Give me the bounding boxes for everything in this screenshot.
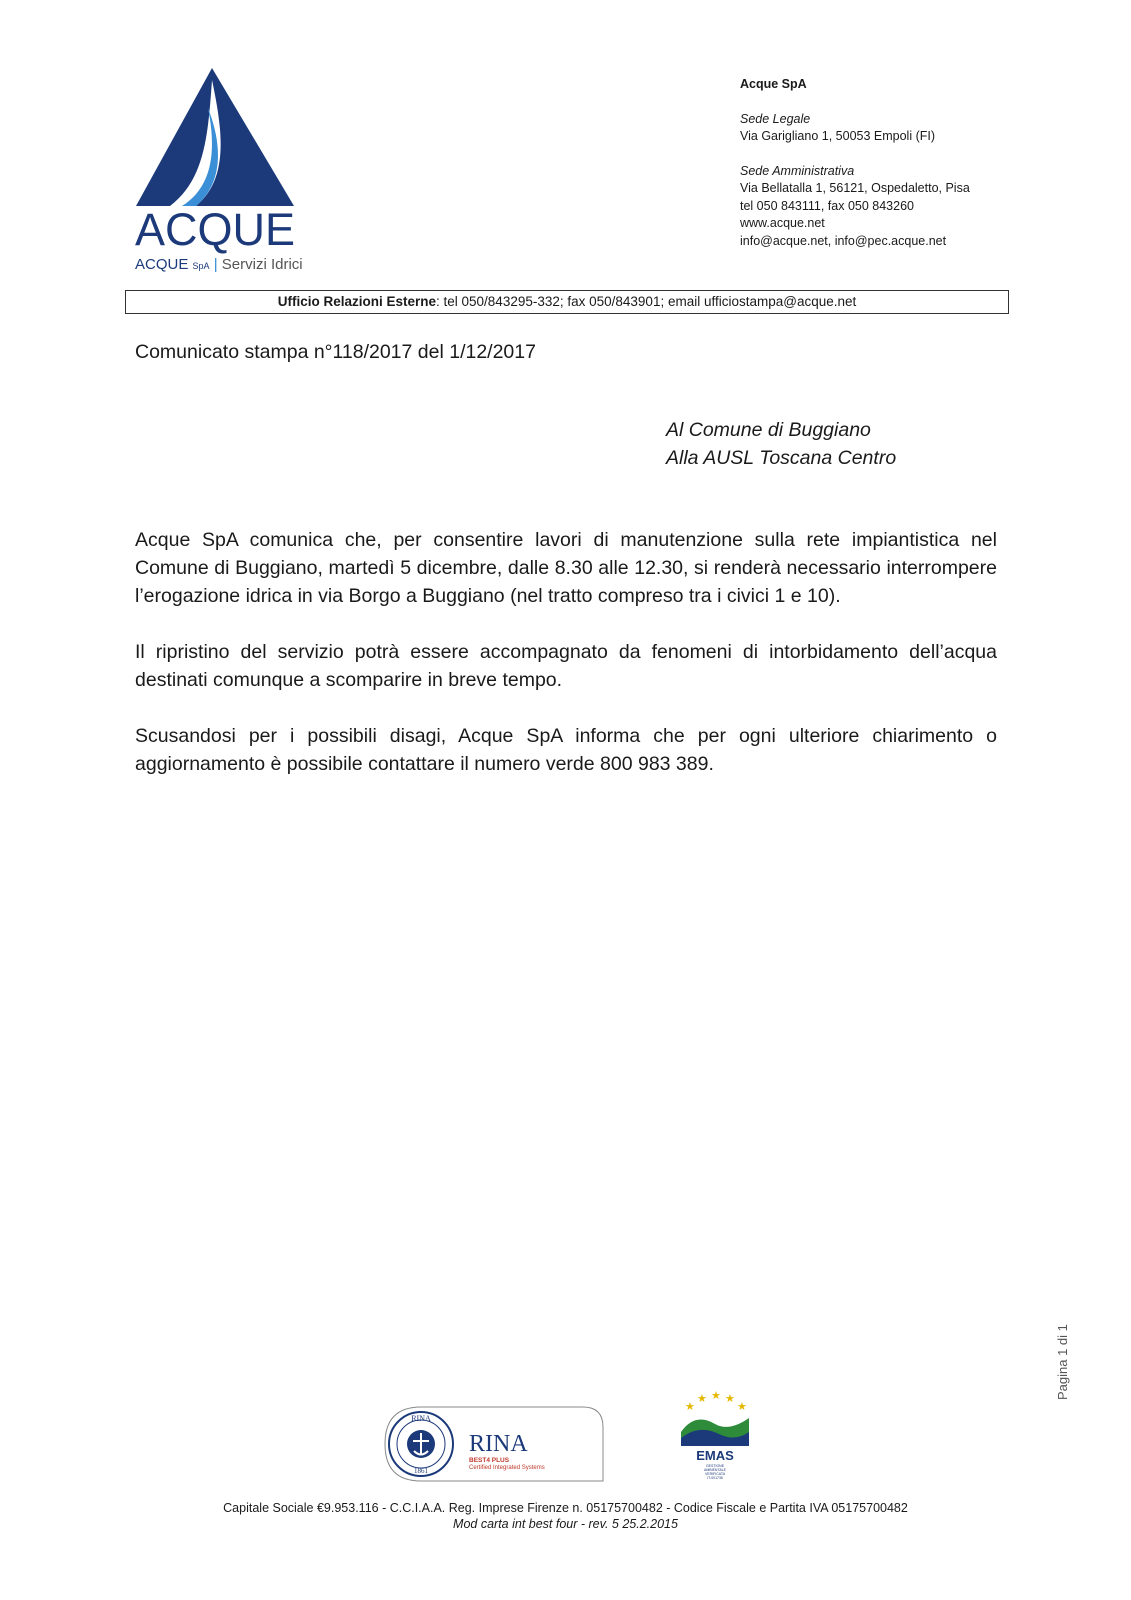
press-office-label: Ufficio Relazioni Esterne: [277, 294, 437, 309]
footer-mod: Mod carta int best four - rev. 5 25.2.2015: [453, 1517, 678, 1531]
emas-sub3: VERIFICATA: [704, 1472, 726, 1476]
logo-subtitle: [135, 256, 303, 273]
press-office-details: : tel 050/843295-332; fax 050/843901; email ufficiostampa@acque.net: [436, 294, 857, 309]
rina-seal-text: RINA: [411, 1414, 431, 1423]
admin-address: Via Bellatalla 1, 56121, Ospedaletto, Pisa: [740, 181, 970, 195]
email-links[interactable]: info@acque.net, info@pec.acque.net: [740, 233, 947, 248]
body-text: [135, 526, 997, 806]
logo-sub-bar: |: [213, 256, 218, 273]
legal-address: Via Garigliano 1, 50053 Empoli (FI): [740, 129, 936, 143]
logo-sub-spa: SpA: [192, 261, 210, 271]
svg-text:★: ★: [711, 1390, 721, 1402]
rina-sub1: BEST4 PLUS: [469, 1457, 510, 1464]
page-number: Pagina 1 di 1: [1055, 1324, 1070, 1400]
footer: [0, 1500, 1131, 1532]
admin-label: Sede Amministrativa: [740, 163, 855, 178]
rina-certification-logo-icon: [383, 1405, 607, 1483]
svg-text:★: ★: [685, 1400, 695, 1413]
logo-wordmark: ACQUE: [135, 204, 296, 255]
recipients: [666, 416, 896, 472]
rina-sub2: Certified Integrated Systems: [469, 1465, 545, 1471]
svg-text:★: ★: [697, 1392, 707, 1405]
press-release-title: Comunicato stampa n°118/2017 del 1/12/2017: [135, 341, 536, 363]
company-name: Acque SpA: [740, 77, 807, 91]
emas-certification-logo-icon: [675, 1390, 755, 1485]
body-paragraph: Scusandosi per i possibili disagi, Acque SpA informa che per ogni ulteriore chiarimento o aggiornamento è possibile contattare il numero verde 800 983 389.: [135, 725, 997, 775]
emas-name: EMAS: [696, 1448, 734, 1463]
svg-text:★: ★: [725, 1392, 735, 1405]
legal-label: Sede Legale: [740, 111, 811, 126]
recipient-line: Alla AUSL Toscana Centro: [666, 447, 897, 469]
logo-sub-services: Servizi Idrici: [221, 256, 303, 273]
recipient-line: Al Comune di Buggiano: [666, 419, 871, 441]
rina-seal-year: 1861: [414, 1467, 428, 1475]
emas-sub2: AMBIENTALE: [704, 1468, 726, 1472]
website-link[interactable]: www.acque.net: [740, 216, 825, 230]
phone-fax: tel 050 843111, fax 050 843260: [740, 198, 914, 213]
emas-sub1: GESTIONE: [705, 1464, 725, 1468]
body-paragraph: Acque SpA comunica che, per consentire lavori di manutenzione sulla rete impiantistica nel Comune di Buggiano, martedì 5 dicembre, dalle 8.30 alle 12.30, si renderà necessario interrompere l’erogazione idrica in via Borgo a Buggiano (nel tratto compreso tra i civici 1 e 10).: [135, 529, 997, 607]
footer-capital: Capitale Sociale €9.953.116 - C.C.I.A.A. Reg. Imprese Firenze n. 05175700482 - Codice Fiscale e Partita IVA 05175700482: [223, 1501, 908, 1515]
logo-sub-name: ACQUE: [135, 256, 189, 273]
press-office-contact: [125, 290, 1009, 314]
svg-text:★: ★: [737, 1400, 747, 1413]
rina-name: RINA: [469, 1431, 528, 1457]
company-info: [740, 76, 970, 250]
emas-sub4: IT-001735: [707, 1476, 723, 1480]
body-paragraph: Il ripristino del servizio potrà essere accompagnato da fenomeni di intorbidamento dell’acqua destinati comunque a scomparire in breve tempo.: [135, 641, 997, 691]
